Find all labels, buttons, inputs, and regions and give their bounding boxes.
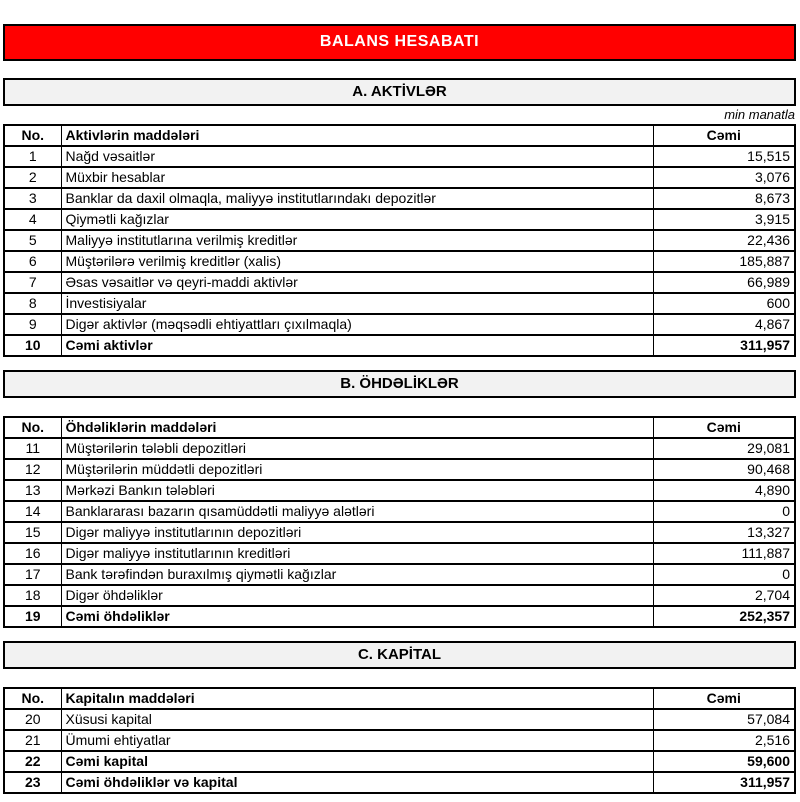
table-header-row xyxy=(4,417,795,438)
table-row xyxy=(4,251,795,272)
row-value: 2,704 xyxy=(653,585,795,606)
section-assets xyxy=(3,78,796,357)
row-label: Müxbir hesablar xyxy=(61,167,653,188)
row-no: 19 xyxy=(4,606,61,627)
row-value: 8,673 xyxy=(653,188,795,209)
table-header-row xyxy=(4,125,795,146)
row-label: Cəmi aktivlər xyxy=(61,335,653,356)
row-value: 252,357 xyxy=(653,606,795,627)
row-label: Banklararası bazarın qısamüddətli maliyyə alətləri xyxy=(61,501,653,522)
table-row xyxy=(4,585,795,606)
col-header-items: Öhdəliklərin maddələri xyxy=(61,417,653,438)
table-row xyxy=(4,167,795,188)
section-liabilities-heading: B. ÖHDƏLİKLƏR xyxy=(3,370,796,398)
spacer xyxy=(3,398,796,416)
section-assets-heading: A. AKTİVLƏR xyxy=(3,78,796,106)
row-value: 15,515 xyxy=(653,146,795,167)
row-no: 2 xyxy=(4,167,61,188)
row-value: 59,600 xyxy=(653,751,795,772)
row-no: 16 xyxy=(4,543,61,564)
row-no: 14 xyxy=(4,501,61,522)
table-row xyxy=(4,459,795,480)
row-no: 22 xyxy=(4,751,61,772)
row-no: 23 xyxy=(4,772,61,793)
row-no: 10 xyxy=(4,335,61,356)
table-row xyxy=(4,772,795,793)
row-value: 0 xyxy=(653,501,795,522)
col-header-total: Cəmi xyxy=(653,688,795,709)
table-row xyxy=(4,438,795,459)
row-label: Xüsusi kapital xyxy=(61,709,653,730)
row-no: 18 xyxy=(4,585,61,606)
spacer xyxy=(3,669,796,687)
table-row xyxy=(4,543,795,564)
row-label: Müştərilərin müddətli depozitləri xyxy=(61,459,653,480)
row-label: Cəmi öhdəliklər və kapital xyxy=(61,772,653,793)
row-value: 22,436 xyxy=(653,230,795,251)
section-capital xyxy=(3,641,796,794)
assets-table xyxy=(3,124,796,357)
row-value: 57,084 xyxy=(653,709,795,730)
unit-note: min manatla xyxy=(724,107,795,122)
table-row xyxy=(4,501,795,522)
row-label: Qiymətli kağızlar xyxy=(61,209,653,230)
row-label: Əsas vəsaitlər və qeyri-maddi aktivlər xyxy=(61,272,653,293)
col-header-no: No. xyxy=(4,688,61,709)
row-value: 13,327 xyxy=(653,522,795,543)
col-header-total: Cəmi xyxy=(653,125,795,146)
row-label: Digər aktivlər (məqsədli ehtiyattları çıxılmaqla) xyxy=(61,314,653,335)
table-row xyxy=(4,230,795,251)
row-value: 311,957 xyxy=(653,772,795,793)
row-value: 3,915 xyxy=(653,209,795,230)
row-label: Nağd vəsaitlər xyxy=(61,146,653,167)
row-value: 2,516 xyxy=(653,730,795,751)
col-header-total: Cəmi xyxy=(653,417,795,438)
table-row xyxy=(4,606,795,627)
row-no: 15 xyxy=(4,522,61,543)
row-no: 6 xyxy=(4,251,61,272)
row-no: 20 xyxy=(4,709,61,730)
row-no: 3 xyxy=(4,188,61,209)
row-value: 185,887 xyxy=(653,251,795,272)
row-no: 21 xyxy=(4,730,61,751)
row-label: Digər öhdəliklər xyxy=(61,585,653,606)
table-row xyxy=(4,335,795,356)
row-value: 3,076 xyxy=(653,167,795,188)
table-header-row xyxy=(4,688,795,709)
table-row xyxy=(4,188,795,209)
row-value: 0 xyxy=(653,564,795,585)
table-row xyxy=(4,272,795,293)
row-value: 311,957 xyxy=(653,335,795,356)
row-label: Ümumi ehtiyatlar xyxy=(61,730,653,751)
row-label: Müştərilərə verilmiş kreditlər (xalis) xyxy=(61,251,653,272)
section-capital-heading: C. KAPİTAL xyxy=(3,641,796,669)
table-row xyxy=(4,293,795,314)
row-label: İnvestisiyalar xyxy=(61,293,653,314)
table-row xyxy=(4,709,795,730)
row-no: 11 xyxy=(4,438,61,459)
section-liabilities xyxy=(3,370,796,628)
row-no: 7 xyxy=(4,272,61,293)
row-no: 17 xyxy=(4,564,61,585)
col-header-items: Aktivlərin maddələri xyxy=(61,125,653,146)
row-label: Banklar da daxil olmaqla, maliyyə institutlarındakı depozitlər xyxy=(61,188,653,209)
col-header-no: No. xyxy=(4,417,61,438)
row-no: 9 xyxy=(4,314,61,335)
table-row xyxy=(4,730,795,751)
table-row xyxy=(4,480,795,501)
row-no: 8 xyxy=(4,293,61,314)
row-label: Digər maliyyə institutlarının kreditləri xyxy=(61,543,653,564)
table-row xyxy=(4,209,795,230)
table-row xyxy=(4,751,795,772)
row-no: 13 xyxy=(4,480,61,501)
liabilities-table xyxy=(3,416,796,628)
row-value: 29,081 xyxy=(653,438,795,459)
row-value: 4,867 xyxy=(653,314,795,335)
row-label: Cəmi öhdəliklər xyxy=(61,606,653,627)
row-label: Digər maliyyə institutlarının depozitləri xyxy=(61,522,653,543)
col-header-items: Kapitalın maddələri xyxy=(61,688,653,709)
table-row xyxy=(4,522,795,543)
table-row xyxy=(4,564,795,585)
row-label: Cəmi kapital xyxy=(61,751,653,772)
table-row xyxy=(4,314,795,335)
row-label: Bank tərəfindən buraxılmış qiymətli kağızlar xyxy=(61,564,653,585)
row-value: 66,989 xyxy=(653,272,795,293)
row-value: 90,468 xyxy=(653,459,795,480)
row-no: 4 xyxy=(4,209,61,230)
row-value: 600 xyxy=(653,293,795,314)
row-value: 111,887 xyxy=(653,543,795,564)
row-label: Mərkəzi Bankın tələbləri xyxy=(61,480,653,501)
row-no: 1 xyxy=(4,146,61,167)
table-row xyxy=(4,146,795,167)
row-value: 4,890 xyxy=(653,480,795,501)
row-label: Maliyyə institutlarına verilmiş kreditlər xyxy=(61,230,653,251)
report-title: BALANS HESABATI xyxy=(3,24,796,61)
row-no: 5 xyxy=(4,230,61,251)
row-label: Müştərilərin tələbli depozitləri xyxy=(61,438,653,459)
row-no: 12 xyxy=(4,459,61,480)
col-header-no: No. xyxy=(4,125,61,146)
capital-table xyxy=(3,687,796,794)
